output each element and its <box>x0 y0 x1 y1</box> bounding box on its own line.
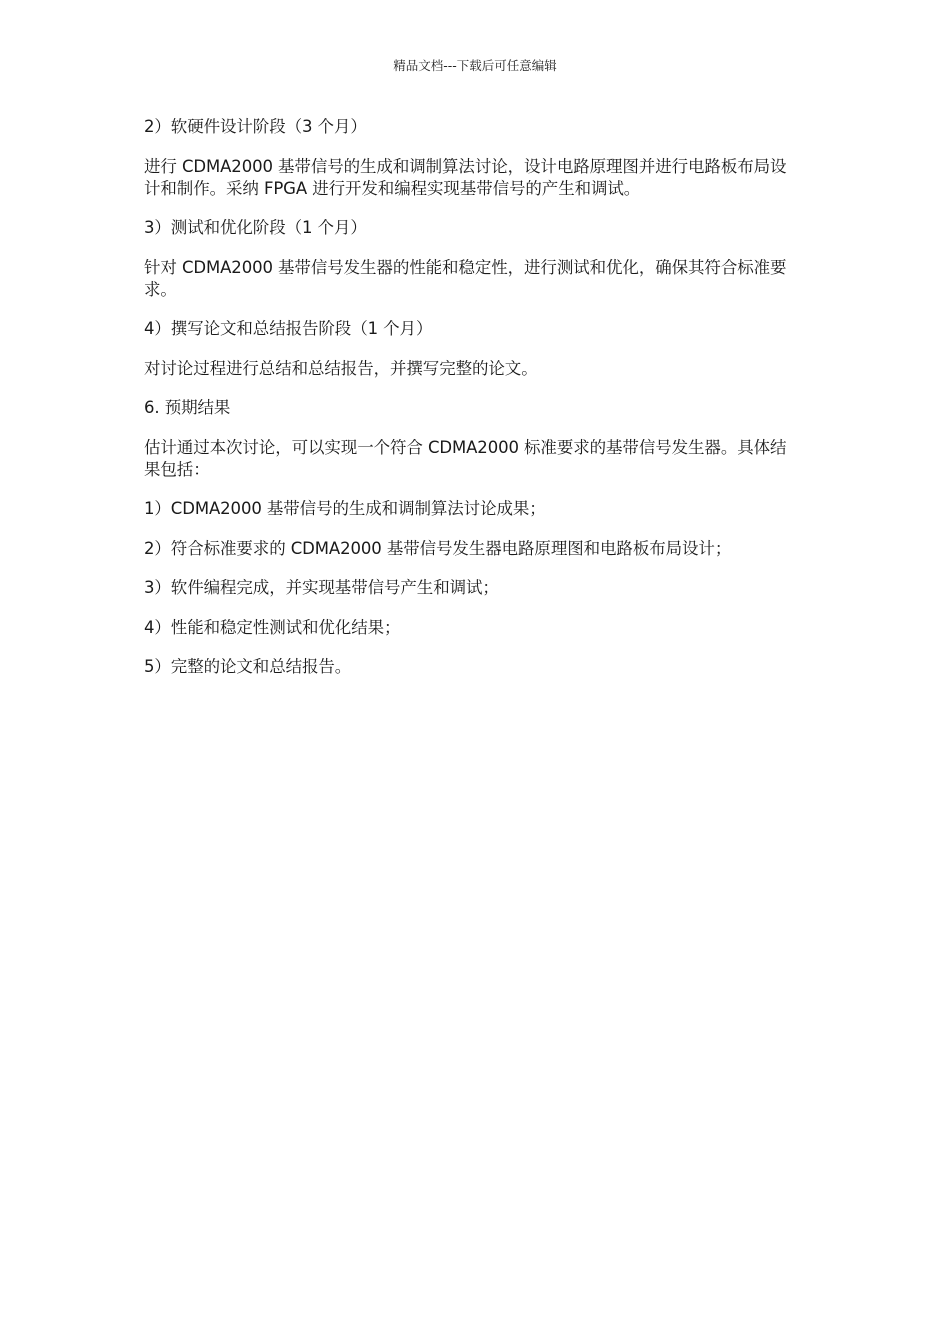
phase-2-heading: 2）软硬件设计阶段（3 个月） <box>144 117 367 136</box>
phase-3-heading: 3）测试和优化阶段（1 个月） <box>144 218 367 237</box>
page-header: 精品文档---下载后可任意编辑 <box>393 58 557 73</box>
expected-results-intro: 估计通过本次讨论，可以实现一个符合 CDMA2000 标准要求的基带信号发生器。具体结果包括： <box>144 437 787 479</box>
result-item-5: 5）完整的论文和总结报告。 <box>144 657 352 676</box>
phase-4-description: 对讨论过程进行总结和总结报告，并撰写完整的论文。 <box>144 358 538 378</box>
result-item-2: 2）符合标准要求的 CDMA2000 基带信号发生器电路原理图和电路板布局设计； <box>144 538 732 558</box>
phase-4-heading: 4）撰写论文和总结报告阶段（1 个月） <box>144 319 433 338</box>
document-body <box>144 116 800 696</box>
phase-3-description: 针对 CDMA2000 基带信号发生器的性能和稳定性，进行测试和优化，确保其符合标准要求。 <box>144 257 787 299</box>
result-item-3: 3）软件编程完成，并实现基带信号产生和调试； <box>144 578 499 597</box>
phase-2-description: 进行 CDMA2000 基带信号的生成和调制算法讨论，设计电路原理图并进行电路板布局设计和制作。采纳 FPGA 进行开发和编程实现基带信号的产生和调试。 <box>144 156 787 198</box>
result-item-1: 1）CDMA2000 基带信号的生成和调制算法讨论成果； <box>144 499 546 518</box>
result-item-4: 4）性能和稳定性测试和优化结果； <box>144 617 401 637</box>
section-6-heading: 6. 预期结果 <box>144 398 231 417</box>
